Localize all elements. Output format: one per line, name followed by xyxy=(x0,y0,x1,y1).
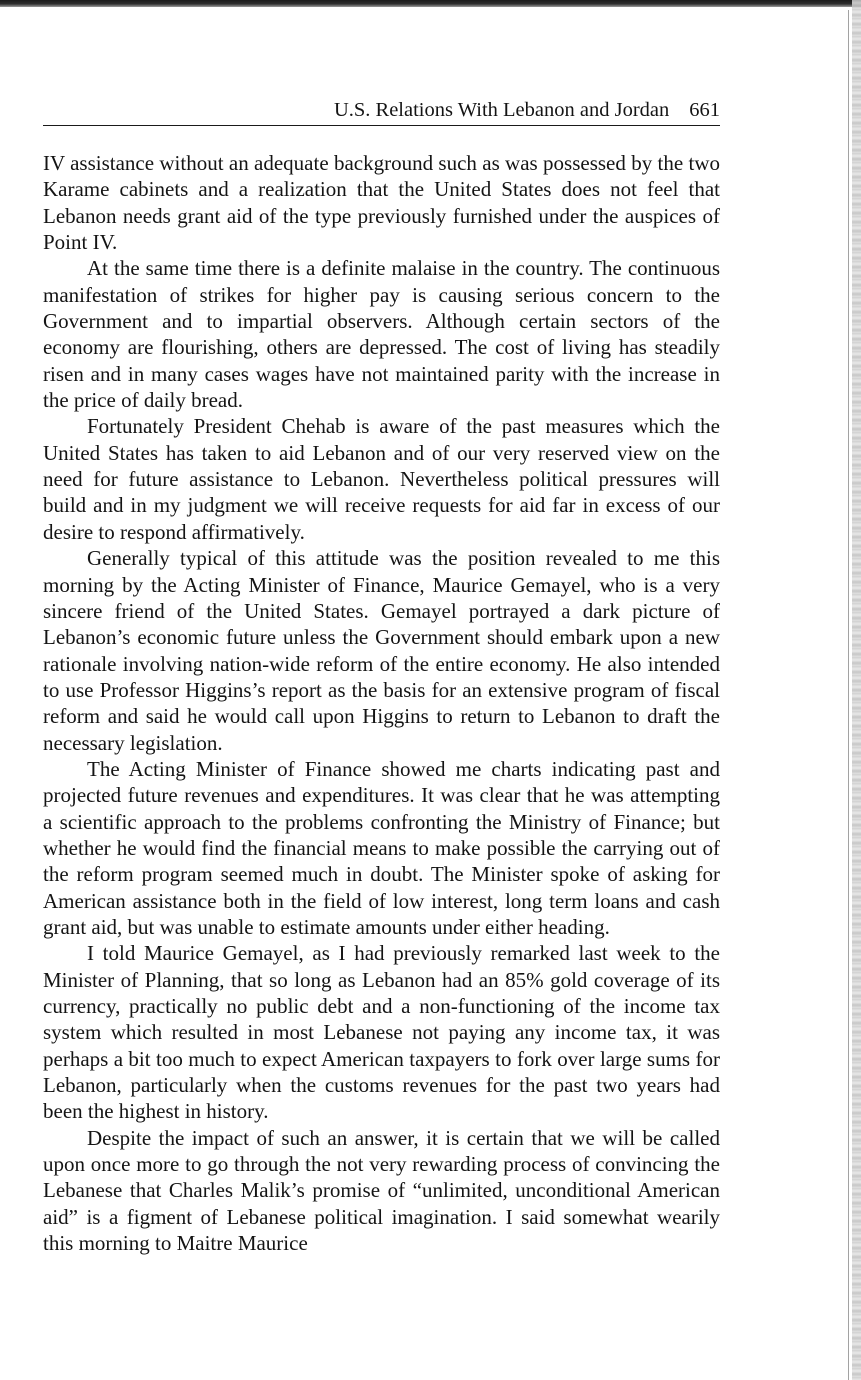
paragraph-7: Despite the impact of such an answer, it is certain that we will be called upon once more to go through the not very rewarding process of convincing the Lebanese that Charles Malik’s promise of “unlimited, unconditional American aid” is a figment of Lebanese political imagination. I said somewhat wearily this morning to Maitre Maurice xyxy=(43,1125,720,1256)
running-title: U.S. Relations With Lebanon and Jordan xyxy=(333,99,670,121)
scan-right-line xyxy=(848,10,849,1380)
paragraph-2: At the same time there is a definite malaise in the country. The continuous manifestation of strikes for higher pay is causing serious concern to the Government and to impartial observers. Although certain sectors of the economy are flourishing, others are depressed. The cost of living has steadily risen and in many cases wages have not maintained parity with the increase in the price of daily bread. xyxy=(43,256,720,413)
running-header xyxy=(43,96,720,126)
scan-top-edge xyxy=(0,0,861,7)
paragraph-4: Generally typical of this attitude was the position revealed to me this morning by the Acting Minister of Finance, Maurice Gemayel, who is a very sincere friend of the United States. Gemayel portrayed a dark picture of Lebanon’s economic future unless the Government should embark upon a new rationale involving nation-wide reform of the entire economy. He also intended to use Professor Higgins’s report as the basis for an extensive program of fiscal reform and said he would call upon Higgins to return to Lebanon to draft the necessary legislation. xyxy=(43,546,720,755)
body-text xyxy=(43,150,720,1256)
page-number: 661 xyxy=(689,99,720,121)
paragraph-3: Fortunately President Chehab is aware of the past measures which the United States has taken to aid Lebanon and of our very reserved view on the need for future assistance to Lebanon. Nevertheless political pressures will build and in my judgment we will receive requests for aid far in excess of our desire to respond affirmatively. xyxy=(43,414,720,544)
paragraph-6: I told Maurice Gemayel, as I had previously remarked last week to the Minister of Planning, that so long as Lebanon had an 85% gold coverage of its currency, practically no public debt and a non-functioning of the income tax system which resulted in most Lebanese not paying any income tax, it was perhaps a bit too much to expect American taxpayers to fork over large sums for Lebanon, particularly when the customs revenues for the past two years had been the highest in history. xyxy=(43,941,720,1124)
document-page xyxy=(43,96,720,1256)
paragraph-1: IV assistance without an adequate background such as was possessed by the two Karame cabinets and a realization that the United States does not feel that Lebanon needs grant aid of the type previously furnished under the auspices of Point IV. xyxy=(43,151,720,255)
scan-right-edge xyxy=(852,0,861,1380)
paragraph-5: The Acting Minister of Finance showed me charts indicating past and projected future revenues and expenditures. It was clear that he was attempting a scientific approach to the problems confronting the Ministry of Finance; but whether he would find the financial means to make possible the carrying out of the reform program seemed much in doubt. The Minister spoke of asking for American assistance both in the field of low interest, long term loans and cash grant aid, but was unable to estimate amounts under either heading. xyxy=(43,756,720,939)
